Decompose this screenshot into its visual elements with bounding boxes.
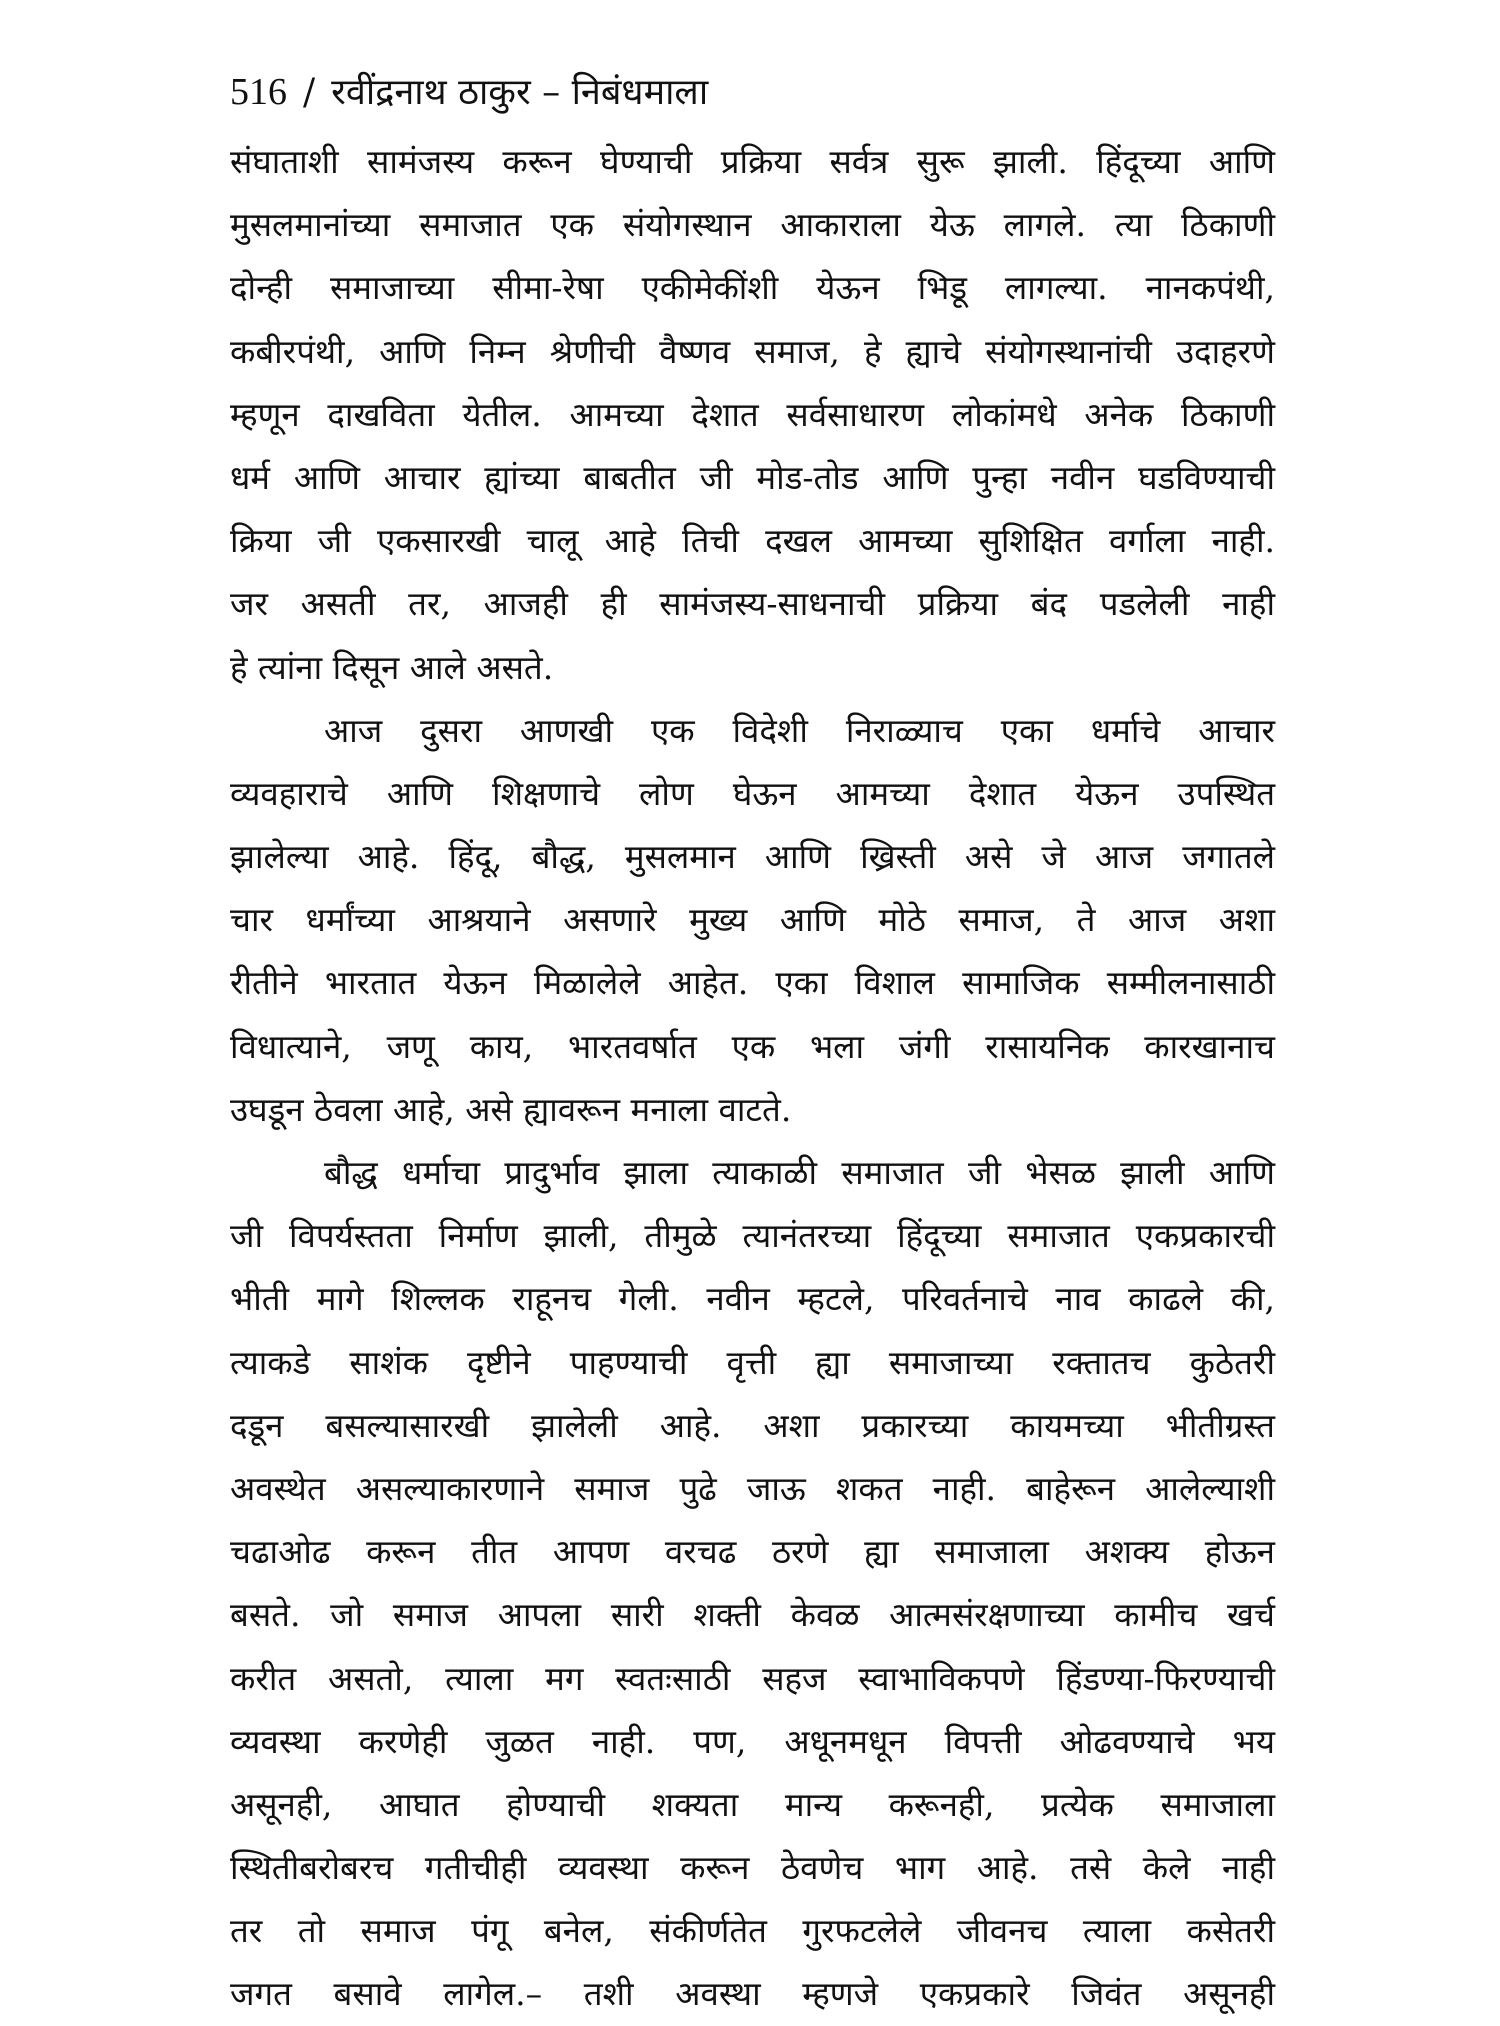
text-line: क्रिया जी एकसारखी चालू आहे तिची दखल आमच्या सुशिक्षित वर्गाला नाही. [230,521,1275,561]
text-line: हे त्यांना दिसून आले असते. [230,647,554,687]
text-line: म्हणून दाखविता येतील. आमच्या देशात सर्वसाधारण लोकांमधे अनेक ठिकाणी [230,394,1275,434]
text-line: विधात्याने, जणू काय, भारतवर्षात एक भला जंगी रासायनिक कारखानाच [230,1026,1275,1066]
header-separator: / [303,72,316,113]
text-line: करीत असतो, त्याला मग स्वतःसाठी सहज स्वाभाविकपणे हिंडण्या-फिरण्याची [230,1658,1275,1698]
page-header [230,62,708,123]
text-line: व्यवस्था करणेही जुळत नाही. पण, अधूनमधून विपत्ती ओढवण्याचे भय [230,1721,1275,1761]
text-line: जी विपर्यस्तता निर्माण झाली, तीमुळे त्यानंतरच्या हिंदूच्या समाजात एकप्रकारची [230,1216,1275,1256]
text-line: त्याकडे साशंक दृष्टीने पाहण्याची वृत्ती ह्या समाजाच्या रक्तातच कुठेतरी [230,1342,1275,1382]
text-line: मुसलमानांच्या समाजात एक संयोगस्थान आकाराला येऊ लागले. त्या ठिकाणी [230,205,1275,245]
running-title: रवींद्रनाथ ठाकुर – निबंधमाला [331,72,709,113]
text-line: स्थितीबरोबरच गतीचीही व्यवस्था करून ठेवणेच भाग आहे. तसे केले नाही [230,1848,1275,1888]
text-line: दडून बसल्यासारखी झालेली आहे. अशा प्रकारच्या कायमच्या भीतीग्रस्त [230,1405,1275,1445]
text-line: दोन्ही समाजाच्या सीमा-रेषा एकीमेकींशी येऊन भिडू लागल्या. नानकपंथी, [230,268,1275,308]
text-line: उघडून ठेवला आहे, असे ह्यावरून मनाला वाटते. [230,1089,792,1129]
text-line: असूनही, आघात होण्याची शक्यता मान्य करूनही, प्रत्येक समाजाला [230,1784,1275,1824]
page-number: 516 [230,71,287,113]
text-line: चार धर्मांच्या आश्रयाने असणारे मुख्य आणि मोठे समाज, ते आज अशा [230,900,1275,940]
text-line: भीती मागे शिल्लक राहूनच गेली. नवीन म्हटले, परिवर्तनाचे नाव काढले की, [230,1279,1275,1319]
text-line: जर असती तर, आजही ही सामंजस्य-साधनाची प्रक्रिया बंद पडलेली नाही [230,584,1275,624]
text-line: संघाताशी सामंजस्य करून घेण्याची प्रक्रिया सर्वत्र सुरू झाली. हिंदूच्या आणि [230,142,1275,181]
body-text [230,130,1275,2026]
text-line: तर तो समाज पंगू बनेल, संकीर्णतेत गुरफटलेले जीवनच त्याला कसेतरी [230,1911,1275,1951]
text-line: बसते. जो समाज आपला सारी शक्ती केवळ आत्मसंरक्षणाच्या कामीच खर्च [230,1595,1275,1635]
text-line: व्यवहाराचे आणि शिक्षणाचे लोण घेऊन आमच्या देशात येऊन उपस्थित [230,773,1275,813]
paragraph-start-line: बौद्ध धर्माचा प्रादुर्भाव झाला त्याकाळी समाजात जी भेसळ झाली आणि [324,1153,1275,1192]
paragraph-start-line: आज दुसरा आणखी एक विदेशी निराळ्याच एका धर्माचे आचार [324,710,1275,750]
text-line: झालेल्या आहे. हिंदू, बौद्ध, मुसलमान आणि ख्रिस्ती असे जे आज जगातले [230,837,1275,877]
text-line: अवस्थेत असल्याकारणाने समाज पुढे जाऊ शकत नाही. बाहेरून आलेल्याशी [230,1468,1275,1508]
text-line: चढाओढ करून तीत आपण वरचढ ठरणे ह्या समाजाला अशक्य होऊन [230,1532,1275,1572]
text-line: कबीरपंथी, आणि निम्न श्रेणीची वैष्णव समाज, हे ह्याचे संयोगस्थानांची उदाहरणे [230,331,1275,371]
text-line: जगत बसावे लागेल.– तशी अवस्था म्हणजे एकप्रकारे जिवंत असूनही [230,1974,1275,2014]
text-line: धर्म आणि आचार ह्यांच्या बाबतीत जी मोड-तोड आणि पुन्हा नवीन घडविण्याची [230,457,1275,497]
text-line: रीतीने भारतात येऊन मिळालेले आहेत. एका विशाल सामाजिक सम्मीलनासाठी [230,963,1275,1003]
